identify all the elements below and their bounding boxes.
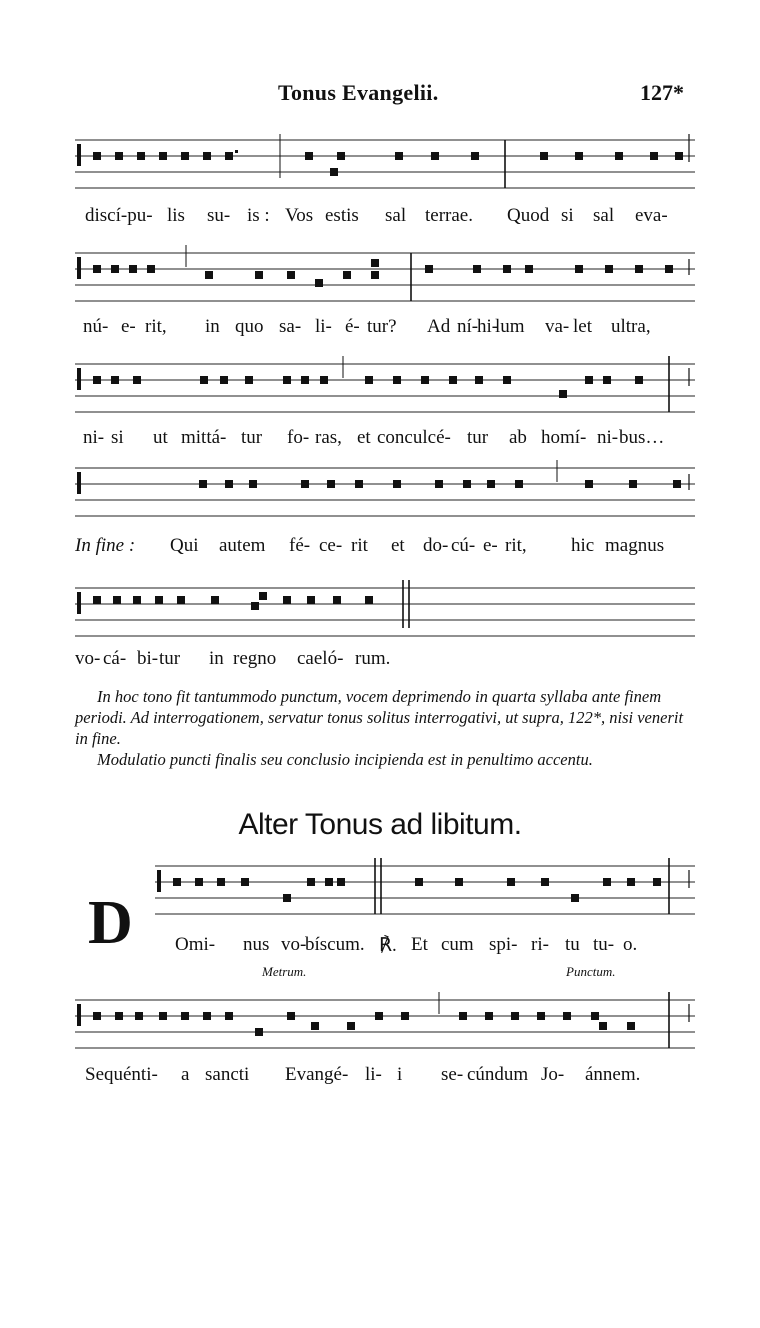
staff-1-notation (75, 132, 695, 192)
staff-2 (75, 245, 695, 293)
syllable: homí- (541, 427, 587, 448)
syllable: autem (219, 535, 266, 556)
syllable: do- (423, 535, 449, 556)
syllable: discí-pu- (85, 205, 153, 226)
drop-cap: D (88, 889, 133, 957)
syllable: sal (593, 205, 615, 226)
syllable: ní- (457, 316, 479, 337)
syllable: rum. (355, 648, 391, 669)
syllable: hi- (477, 316, 499, 337)
staff-4-notation (75, 460, 695, 520)
syllable: se- (441, 1064, 464, 1085)
syllable: si (111, 427, 124, 448)
metrum-label: Metrum. (262, 964, 307, 979)
syllable: Jo- (541, 1064, 565, 1085)
syllable: i (397, 1064, 403, 1085)
staff-5 (75, 580, 695, 628)
punctum-label: Punctum. (566, 964, 616, 979)
staff-6 (75, 858, 695, 906)
syllable: let (573, 316, 592, 337)
rubric-paragraph-1: In hoc tono fit tantummodo punctum, vocem deprimendo in quarta syllaba ante finem periodi. Ad interrogationem, servatur tonus solitus interrogativi, ut supra, 122*, nisi venerit in fine. (75, 687, 684, 748)
syllable: tur? (367, 316, 397, 337)
syllable: cú- (451, 535, 476, 556)
syllable: vo- (75, 648, 101, 669)
syllable: bus… (619, 427, 665, 448)
syllable: nú- (83, 316, 109, 337)
syllable: si (561, 205, 574, 226)
syllable: fé- (289, 535, 311, 556)
staff-5-notation (75, 580, 695, 640)
in-fine-label: In fine : (75, 535, 136, 556)
syllable: cúndum (467, 1064, 529, 1085)
section-title: Alter Tonus ad libitum. (238, 808, 522, 841)
syllable: terrae. (425, 205, 473, 226)
syllable: sancti (205, 1064, 250, 1085)
syllable: caeló- (297, 648, 344, 669)
syllable: e- (121, 316, 136, 337)
staff-1 (75, 132, 695, 180)
syllable: tur (467, 427, 489, 448)
syllable: quo (235, 316, 264, 337)
syllable: bi- (137, 648, 159, 669)
syllable: ni- (597, 427, 619, 448)
syllable: rit (351, 535, 368, 556)
syllable: ni- (83, 427, 105, 448)
rubric-paragraph-2: Modulatio puncti finalis seu conclusio incipienda est in penultimo accentu. (97, 750, 593, 769)
syllable: ab (509, 427, 527, 448)
syllable: is : (247, 205, 270, 226)
syllable: tu- (593, 934, 615, 955)
syllable: ce- (319, 535, 343, 556)
syllable: Qui (170, 535, 199, 556)
syllable: va- (545, 316, 570, 337)
syllable: eva- (635, 205, 668, 226)
syllable: magnus (605, 535, 665, 556)
staff-2-notation (75, 245, 695, 305)
lyric-line-7 (75, 1064, 695, 1328)
syllable: rit, (145, 316, 167, 337)
syllable: li- (315, 316, 332, 337)
syllable: bíscum. (305, 934, 365, 955)
syllable: et (357, 427, 371, 448)
syllable: e- (483, 535, 498, 556)
syllable: o. (623, 934, 638, 955)
syllable: su- (207, 205, 231, 226)
syllable: Et (411, 934, 428, 955)
syllable: ut (153, 427, 168, 448)
syllable: et (391, 535, 405, 556)
syllable: ultra, (611, 316, 651, 337)
page-title: Tonus Evangelii. (278, 80, 439, 105)
syllable: tur (241, 427, 263, 448)
syllable: vo- (281, 934, 307, 955)
syllable: nus (243, 934, 270, 955)
syllable: a (181, 1064, 190, 1085)
syllable: Vos (285, 205, 314, 226)
syllable: Omi- (175, 934, 216, 955)
syllable: lum (495, 316, 525, 337)
staff-3 (75, 356, 695, 404)
staff-6-notation (75, 858, 695, 918)
syllable: in (205, 316, 220, 337)
syllable: estis (325, 205, 359, 226)
syllable: li- (365, 1064, 382, 1085)
syllable: ri- (531, 934, 549, 955)
syllable: hic (571, 535, 595, 556)
syllable: spi- (489, 934, 518, 955)
syllable: Sequénti- (85, 1064, 158, 1085)
rubric-text (75, 686, 695, 770)
syllable: Ad (427, 316, 451, 337)
syllable: in (209, 648, 224, 669)
syllable: lis (167, 205, 185, 226)
syllable: mittá- (181, 427, 227, 448)
syllable: é- (345, 316, 360, 337)
page-number: 127* (640, 80, 684, 105)
syllable: rit, (505, 535, 527, 556)
syllable: tu (565, 934, 580, 955)
syllable: fo- (287, 427, 310, 448)
staff-4 (75, 460, 695, 508)
syllable: sa- (279, 316, 302, 337)
syllable: cum (441, 934, 474, 955)
syllable: Evangé- (285, 1064, 349, 1085)
syllable: ras, (315, 427, 342, 448)
syllable: tur (159, 648, 181, 669)
staff-3-notation (75, 356, 695, 416)
syllable: regno (233, 648, 277, 669)
syllable: Quod (507, 205, 550, 226)
syllable: sal (385, 205, 407, 226)
staff-7 (75, 992, 695, 1040)
syllable: ℟. (379, 935, 397, 956)
staff-7-notation (75, 992, 695, 1052)
syllable: cá- (103, 648, 127, 669)
syllable: ánnem. (585, 1064, 641, 1085)
syllable: conculcé- (377, 427, 451, 448)
